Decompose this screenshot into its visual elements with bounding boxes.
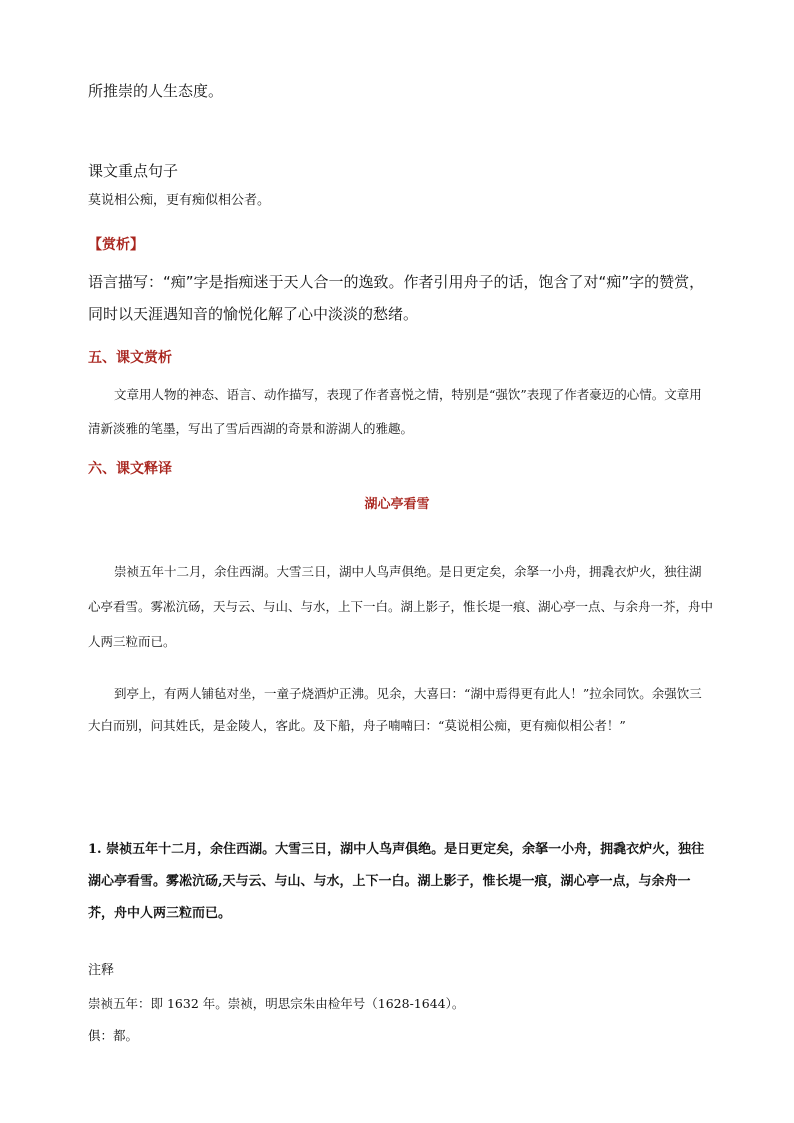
notes-heading: 注释 <box>88 963 115 978</box>
intro-text: 所推崇的人生态度。 <box>88 82 224 100</box>
essay-paragraph-1: 崇祯五年十二月，余住西湖。大雪三日，湖中人鸟声俱绝。是日更定矣，余拏一小舟，拥毳衣炉火，独往湖心亭看雪。雾凇沆砀，天与云、与山、与水，上下一白。湖上影子，惟长堤一痕、湖心亭一点、与余舟一芥，舟中人两三粒而已。 <box>88 564 714 649</box>
numbered-paragraph-1: 1. 崇祯五年十二月，余住西湖。大雪三日，湖中人鸟声俱绝。是日更定矣，余拏一小舟，拥毳衣炉火，独往湖心亭看雪。雾凇沆砀,天与云、与山、与水，上下一白。湖上影子，惟长堤一痕，湖心亭一点，与余舟一芥，舟中人两三粒而已。 <box>88 842 705 921</box>
section-5-heading: 五、课文赏析 <box>88 350 172 366</box>
section-5-text: 文章用人物的神态、语言、动作描写，表现了作者喜悦之情，特别是“强饮”表现了作者豪迈的心情。文章用清新淡雅的笔墨，写出了雪后西湖的奇景和游湖人的雅趣。 <box>88 387 702 436</box>
note-item: 俱：都。 <box>88 1028 139 1043</box>
key-sentence-text: 莫说相公痴，更有痴似相公者。 <box>88 193 271 208</box>
section-6-heading: 六、课文释译 <box>88 461 172 477</box>
essay-paragraph-2: 到亭上，有两人铺毡对坐，一童子烧酒炉正沸。见余，大喜曰：“湖中焉得更有此人！”拉余同饮。余强饮三大白而别，问其姓氏，是金陵人，客此。及下船，舟子喃喃曰：“莫说相公痴，更有痴似相公者！” <box>88 686 702 733</box>
analysis-tag: 【赏析】 <box>88 237 144 253</box>
key-sentence-heading: 课文重点句子 <box>88 162 179 180</box>
analysis-text: 语言描写：“痴”字是指痴迷于天人合一的逸致。作者引用舟子的话，饱含了对“痴”字的赞赏，同时以天涯遇知音的愉悦化解了心中淡淡的愁绪。 <box>88 273 705 323</box>
essay-title: 湖心亭看雪 <box>364 497 430 512</box>
note-item: 崇祯五年：即 1632 年。崇祯，明思宗朱由检年号（1628-1644）。 <box>88 996 465 1011</box>
